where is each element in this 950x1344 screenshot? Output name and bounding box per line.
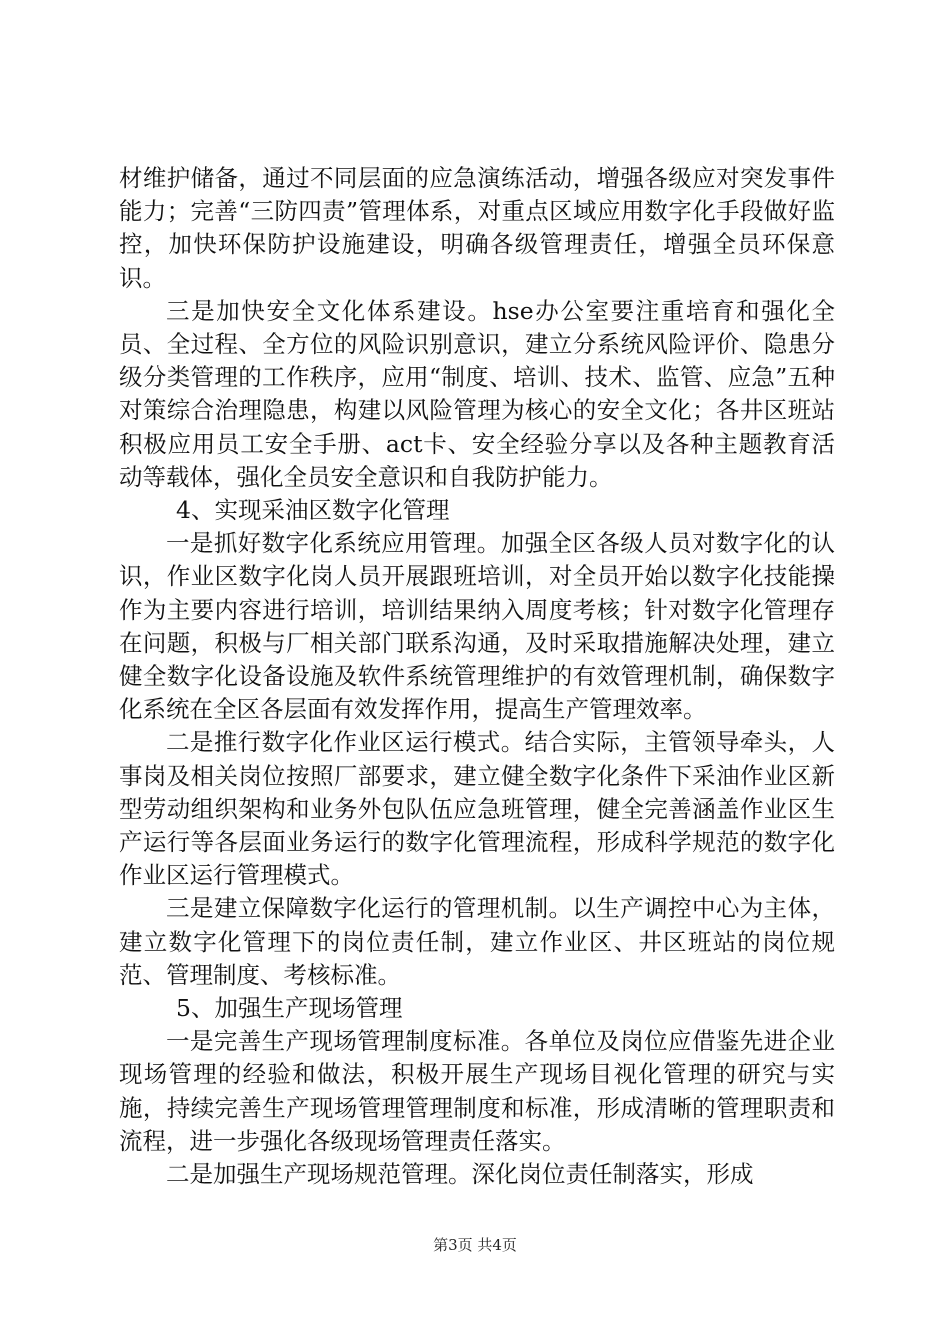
page-number-footer: 第3页 共4页 — [433, 1236, 517, 1254]
paragraph-7: 二是加强生产现场规范管理。深化岗位责任制落实，形成 — [166, 1160, 754, 1189]
document-body — [119, 162, 835, 1191]
paragraph-5: 三是建立保障数字化运行的管理机制。以生产调控中心为主体，建立数字化管理下的岗位责任制，建立作业区、井区班站的岗位规范、管理制度、考核标准。 — [119, 894, 835, 989]
section-heading-5: 5、加强生产现场管理 — [176, 994, 403, 1023]
section-heading-4: 4、实现采油区数字化管理 — [176, 496, 450, 525]
paragraph-1: 材维护储备，通过不同层面的应急演练活动，增强各级应对突发事件能力；完善“三防四责”管理体系，对重点区域应用数字化手段做好监控，加快环保防护设施建设，明确各级管理责任，增强全员环保意识。 — [119, 164, 835, 292]
paragraph-4: 二是推行数字化作业区运行模式。结合实际，主管领导牵头，人事岗及相关岗位按照厂部要求，建立健全数字化条件下采油作业区新型劳动组织架构和业务外包队伍应急班管理，健全完善涵盖作业区生产运行等各层面业务运行的数字化管理流程，形成科学规范的数字化作业区运行管理模式。 — [119, 728, 835, 890]
paragraph-6: 一是完善生产现场管理制度标准。各单位及岗位应借鉴先进企业现场管理的经验和做法，积极开展生产现场目视化管理的研究与实施，持续完善生产现场管理管理制度和标准，形成清晰的管理职责和流程，进一步强化各级现场管理责任落实。 — [119, 1027, 835, 1155]
paragraph-3: 一是抓好数字化系统应用管理。加强全区各级人员对数字化的认识，作业区数字化岗人员开展跟班培训，对全员开始以数字化技能操作为主要内容进行培训，培训结果纳入周度考核；针对数字化管理存在问题，积极与厂相关部门联系沟通，及时采取措施解决处理，建立健全数字化设备设施及软件系统管理维护的有效管理机制，确保数字化系统在全区各层面有效发挥作用，提高生产管理效率。 — [119, 529, 835, 724]
paragraph-2: 三是加快安全文化体系建设。hse办公室要注重培育和强化全员、全过程、全方位的风险识别意识，建立分系统风险评价、隐患分级分类管理的工作秩序，应用“制度、培训、技术、监管、应急”五种对策综合治理隐患，构建以风险管理为核心的安全文化；各井区班站积极应用员工安全手册、act卡、安全经验分享以及各种主题教育活动等载体，强化全员安全意识和自我防护能力。 — [119, 296, 835, 491]
